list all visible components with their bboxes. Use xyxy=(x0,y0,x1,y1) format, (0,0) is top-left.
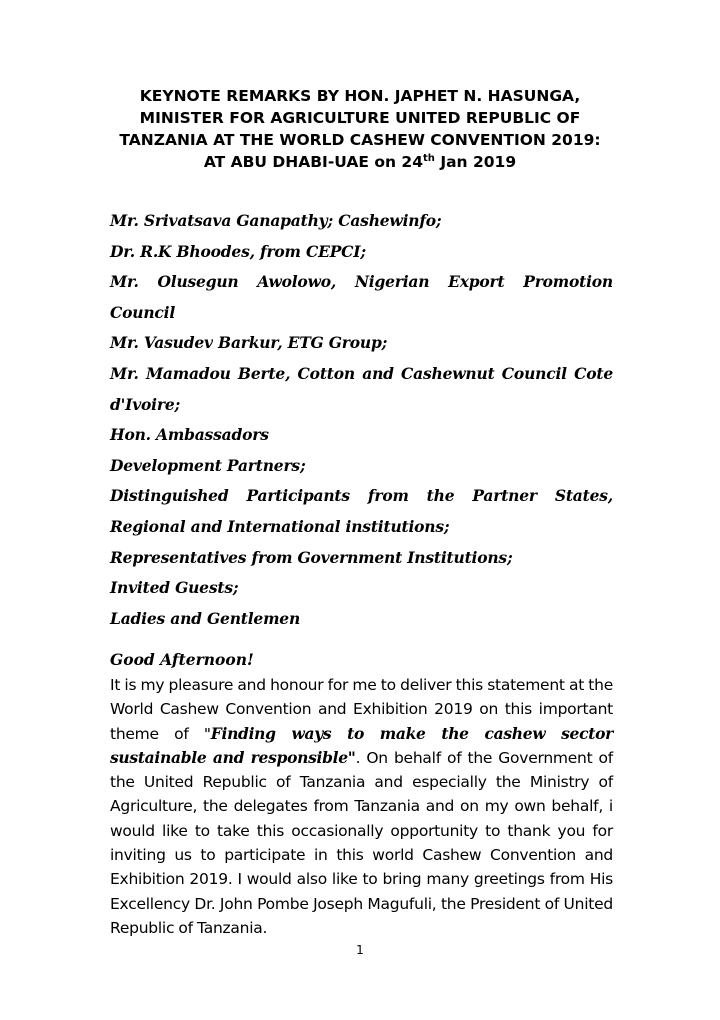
title-line-4: AT ABU DHABI-UAE on 24 xyxy=(203,153,424,171)
addressee-item: Dr. R.K Bhoodes, from CEPCI; xyxy=(110,241,366,261)
addressee-item: Invited Guests; xyxy=(110,578,239,598)
title-line-3: TANZANIA AT THE WORLD CASHEW CONVENTION 2019: xyxy=(119,131,601,149)
body-paragraph xyxy=(110,673,613,940)
addressee-item: Development Partners; xyxy=(110,455,306,475)
addressee-item: Representatives from Government Institutions; xyxy=(110,547,513,567)
paragraph-text-before-theme: It is my pleasure and honour for me to deliver this statement at the World Cashew Convention and Exhibition 2019 on this important theme of " xyxy=(110,676,613,743)
document-title xyxy=(100,85,620,173)
addressee-item: Hon. Ambassadors xyxy=(110,425,269,445)
addressee-item: Ladies and Gentlemen xyxy=(110,608,301,628)
addressee-item: Distinguished Participants from the Partner States, Regional and International institutions; xyxy=(110,486,613,536)
addressee-item: Mr. Srivatsava Ganapathy; Cashewinfo; xyxy=(110,211,442,230)
title-line-4-tail: Jan 2019 xyxy=(434,153,517,171)
addressee-item: Mr. Vasudev Barkur, ETG Group; xyxy=(110,333,388,353)
title-line-2: MINISTER FOR AGRICULTURE UNITED REPUBLIC OF xyxy=(139,109,581,127)
addressee-item: Mr. Mamadou Berte, Cotton and Cashewnut Council Cote d'Ivoire; xyxy=(110,363,613,414)
addressee-list xyxy=(110,206,613,634)
greeting: Good Afternoon! xyxy=(110,650,254,669)
title-superscript: th xyxy=(423,152,435,164)
page-number: 1 xyxy=(356,943,364,957)
title-line-1: KEYNOTE REMARKS BY HON. JAPHET N. HASUNGA, xyxy=(139,87,581,105)
paragraph-theme: Finding ways to make the cashew sector sustainable and responsible" xyxy=(110,723,613,767)
addressee-item: Mr. Olusegun Awolowo, Nigerian Export Promotion Council xyxy=(110,272,613,322)
paragraph-text-after-theme: . On behalf of the Government of the United Republic of Tanzania and especially the Ministry of Agriculture, the delegates from Tanzania and on my own behalf, i would like to take this occasionally opportunity to thank you for inviting us to participate in this world Cashew Convention and Exhibition 2019. I would also like to bring many greetings from His Excellency Dr. John Pombe Joseph Magufuli, the President of United Republic of Tanzania. xyxy=(110,748,613,937)
